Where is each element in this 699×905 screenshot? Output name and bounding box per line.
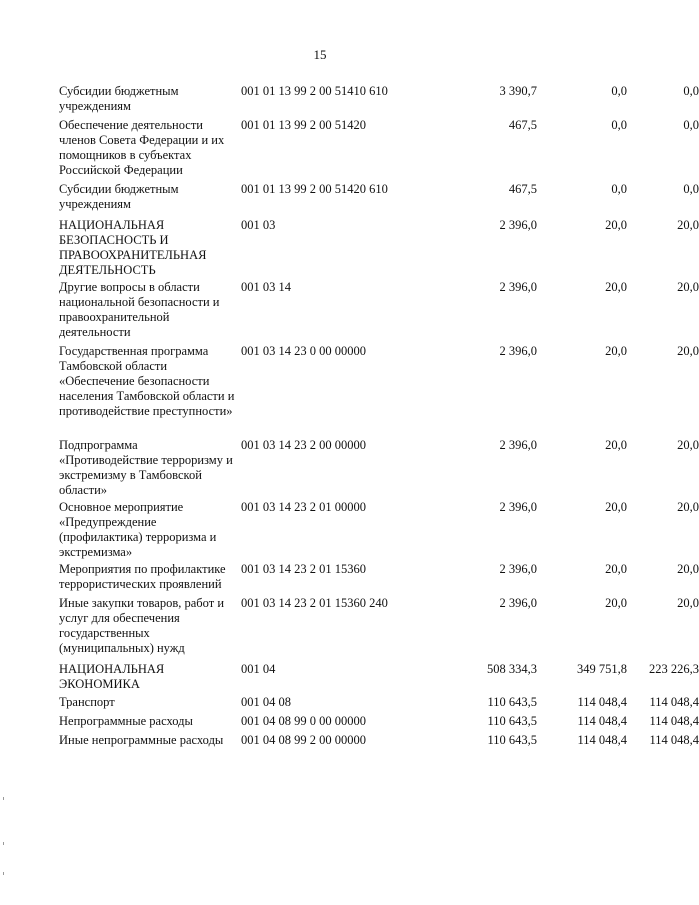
row-value-1: 2 396,0: [499, 280, 537, 294]
row-value-1: 110 643,5: [487, 733, 537, 747]
row-value-3: 20,0: [677, 500, 699, 514]
row-name: Мероприятия по профилактике террористических проявлений: [59, 562, 226, 591]
row-name: Субсидии бюджетным учреждениям: [59, 182, 179, 211]
row-value-2: 349 751,8: [577, 662, 627, 676]
table-row: [59, 280, 699, 344]
table-row: [59, 438, 699, 500]
row-code: 001 01 13 99 2 00 51420: [241, 118, 366, 132]
row-name: Основное мероприятие «Предупреждение (профилактика) терроризма и экстремизма»: [59, 500, 217, 559]
scan-mark: [3, 797, 4, 800]
row-value-2: 20,0: [605, 280, 627, 294]
row-value-3: 20,0: [677, 344, 699, 358]
row-value-1: 110 643,5: [487, 714, 537, 728]
row-code: 001 03 14 23 0 00 00000: [241, 344, 366, 358]
scan-mark: [3, 872, 4, 875]
row-value-1: 508 334,3: [487, 662, 537, 676]
row-value-3: 114 048,4: [649, 733, 699, 747]
row-name: Другие вопросы в области национальной безопасности и правоохранительной деятельности: [59, 280, 220, 339]
row-value-1: 110 643,5: [487, 695, 537, 709]
row-value-1: 467,5: [508, 182, 537, 196]
row-name: Обеспечение деятельности членов Совета Федерации и их помощников в субъектах Российской Федерации: [59, 118, 225, 177]
row-value-2: 20,0: [605, 344, 627, 358]
row-code: 001 01 13 99 2 00 51420 610: [241, 182, 388, 196]
row-value-1: 2 396,0: [499, 562, 537, 576]
row-value-2: 0,0: [611, 84, 627, 98]
row-value-2: 20,0: [605, 500, 627, 514]
row-name: Иные закупки товаров, работ и услуг для обеспечения государственных (муниципальных) нужд: [59, 596, 225, 655]
table-row: [59, 118, 699, 182]
row-value-1: 2 396,0: [499, 344, 537, 358]
row-value-2: 20,0: [605, 596, 627, 610]
row-code: 001 04 08 99 2 00 00000: [241, 733, 366, 747]
row-name: Иные непрограммные расходы: [59, 733, 224, 747]
row-value-3: 20,0: [677, 562, 699, 576]
table-row: [59, 662, 699, 695]
row-value-1: 3 390,7: [499, 84, 537, 98]
row-value-1: 467,5: [508, 118, 537, 132]
scan-mark: [3, 842, 4, 845]
table-row: [59, 344, 699, 438]
table-row: [59, 182, 699, 218]
row-value-2: 0,0: [611, 182, 627, 196]
table-row: [59, 500, 699, 562]
row-value-3: 0,0: [683, 182, 699, 196]
row-value-1: 2 396,0: [499, 596, 537, 610]
table-row: [59, 218, 699, 280]
row-value-3: 114 048,4: [649, 714, 699, 728]
row-value-3: 223 226,3: [649, 662, 699, 676]
row-name: НАЦИОНАЛЬНАЯ ЭКОНОМИКА: [59, 662, 165, 691]
row-value-3: 20,0: [677, 218, 699, 232]
row-code: 001 01 13 99 2 00 51410 610: [241, 84, 388, 98]
row-value-2: 114 048,4: [577, 733, 627, 747]
row-value-2: 20,0: [605, 218, 627, 232]
row-value-2: 114 048,4: [577, 714, 627, 728]
row-name: НАЦИОНАЛЬНАЯ БЕЗОПАСНОСТЬ И ПРАВООХРАНИТЕЛЬНАЯ ДЕЯТЕЛЬНОСТЬ: [59, 218, 207, 277]
row-value-3: 0,0: [683, 118, 699, 132]
row-code: 001 04: [241, 662, 276, 676]
row-value-3: 114 048,4: [649, 695, 699, 709]
row-code: 001 03 14 23 2 00 00000: [241, 438, 366, 452]
row-name: Подпрограмма «Противодействие терроризму и экстремизму в Тамбовской области»: [59, 438, 233, 497]
row-code: 001 04 08 99 0 00 00000: [241, 714, 366, 728]
row-value-1: 2 396,0: [499, 218, 537, 232]
row-name: Транспорт: [59, 695, 115, 709]
table-row: [59, 562, 699, 596]
row-value-2: 114 048,4: [577, 695, 627, 709]
row-value-2: 20,0: [605, 438, 627, 452]
row-value-1: 2 396,0: [499, 500, 537, 514]
row-name: Субсидии бюджетным учреждениям: [59, 84, 179, 113]
row-name: Непрограммные расходы: [59, 714, 193, 728]
table-row: [59, 596, 699, 662]
row-value-3: 20,0: [677, 596, 699, 610]
row-code: 001 03: [241, 218, 276, 232]
table-row: [59, 695, 699, 714]
row-value-2: 20,0: [605, 562, 627, 576]
row-value-3: 20,0: [677, 438, 699, 452]
table-row: [59, 733, 699, 752]
page-number: 15: [313, 47, 327, 62]
table-row: [59, 84, 699, 118]
row-code: 001 03 14: [241, 280, 291, 294]
budget-table: [59, 84, 699, 752]
row-value-2: 0,0: [611, 118, 627, 132]
row-code: 001 03 14 23 2 01 00000: [241, 500, 366, 514]
row-code: 001 04 08: [241, 695, 291, 709]
row-value-1: 2 396,0: [499, 438, 537, 452]
row-code: 001 03 14 23 2 01 15360: [241, 562, 366, 576]
row-value-3: 0,0: [683, 84, 699, 98]
table-row: [59, 714, 699, 733]
row-name: Государственная программа Тамбовской области «Обеспечение безопасности населения Тамбовской области и противодействие преступности»: [59, 344, 235, 418]
row-code: 001 03 14 23 2 01 15360 240: [241, 596, 388, 610]
row-value-3: 20,0: [677, 280, 699, 294]
